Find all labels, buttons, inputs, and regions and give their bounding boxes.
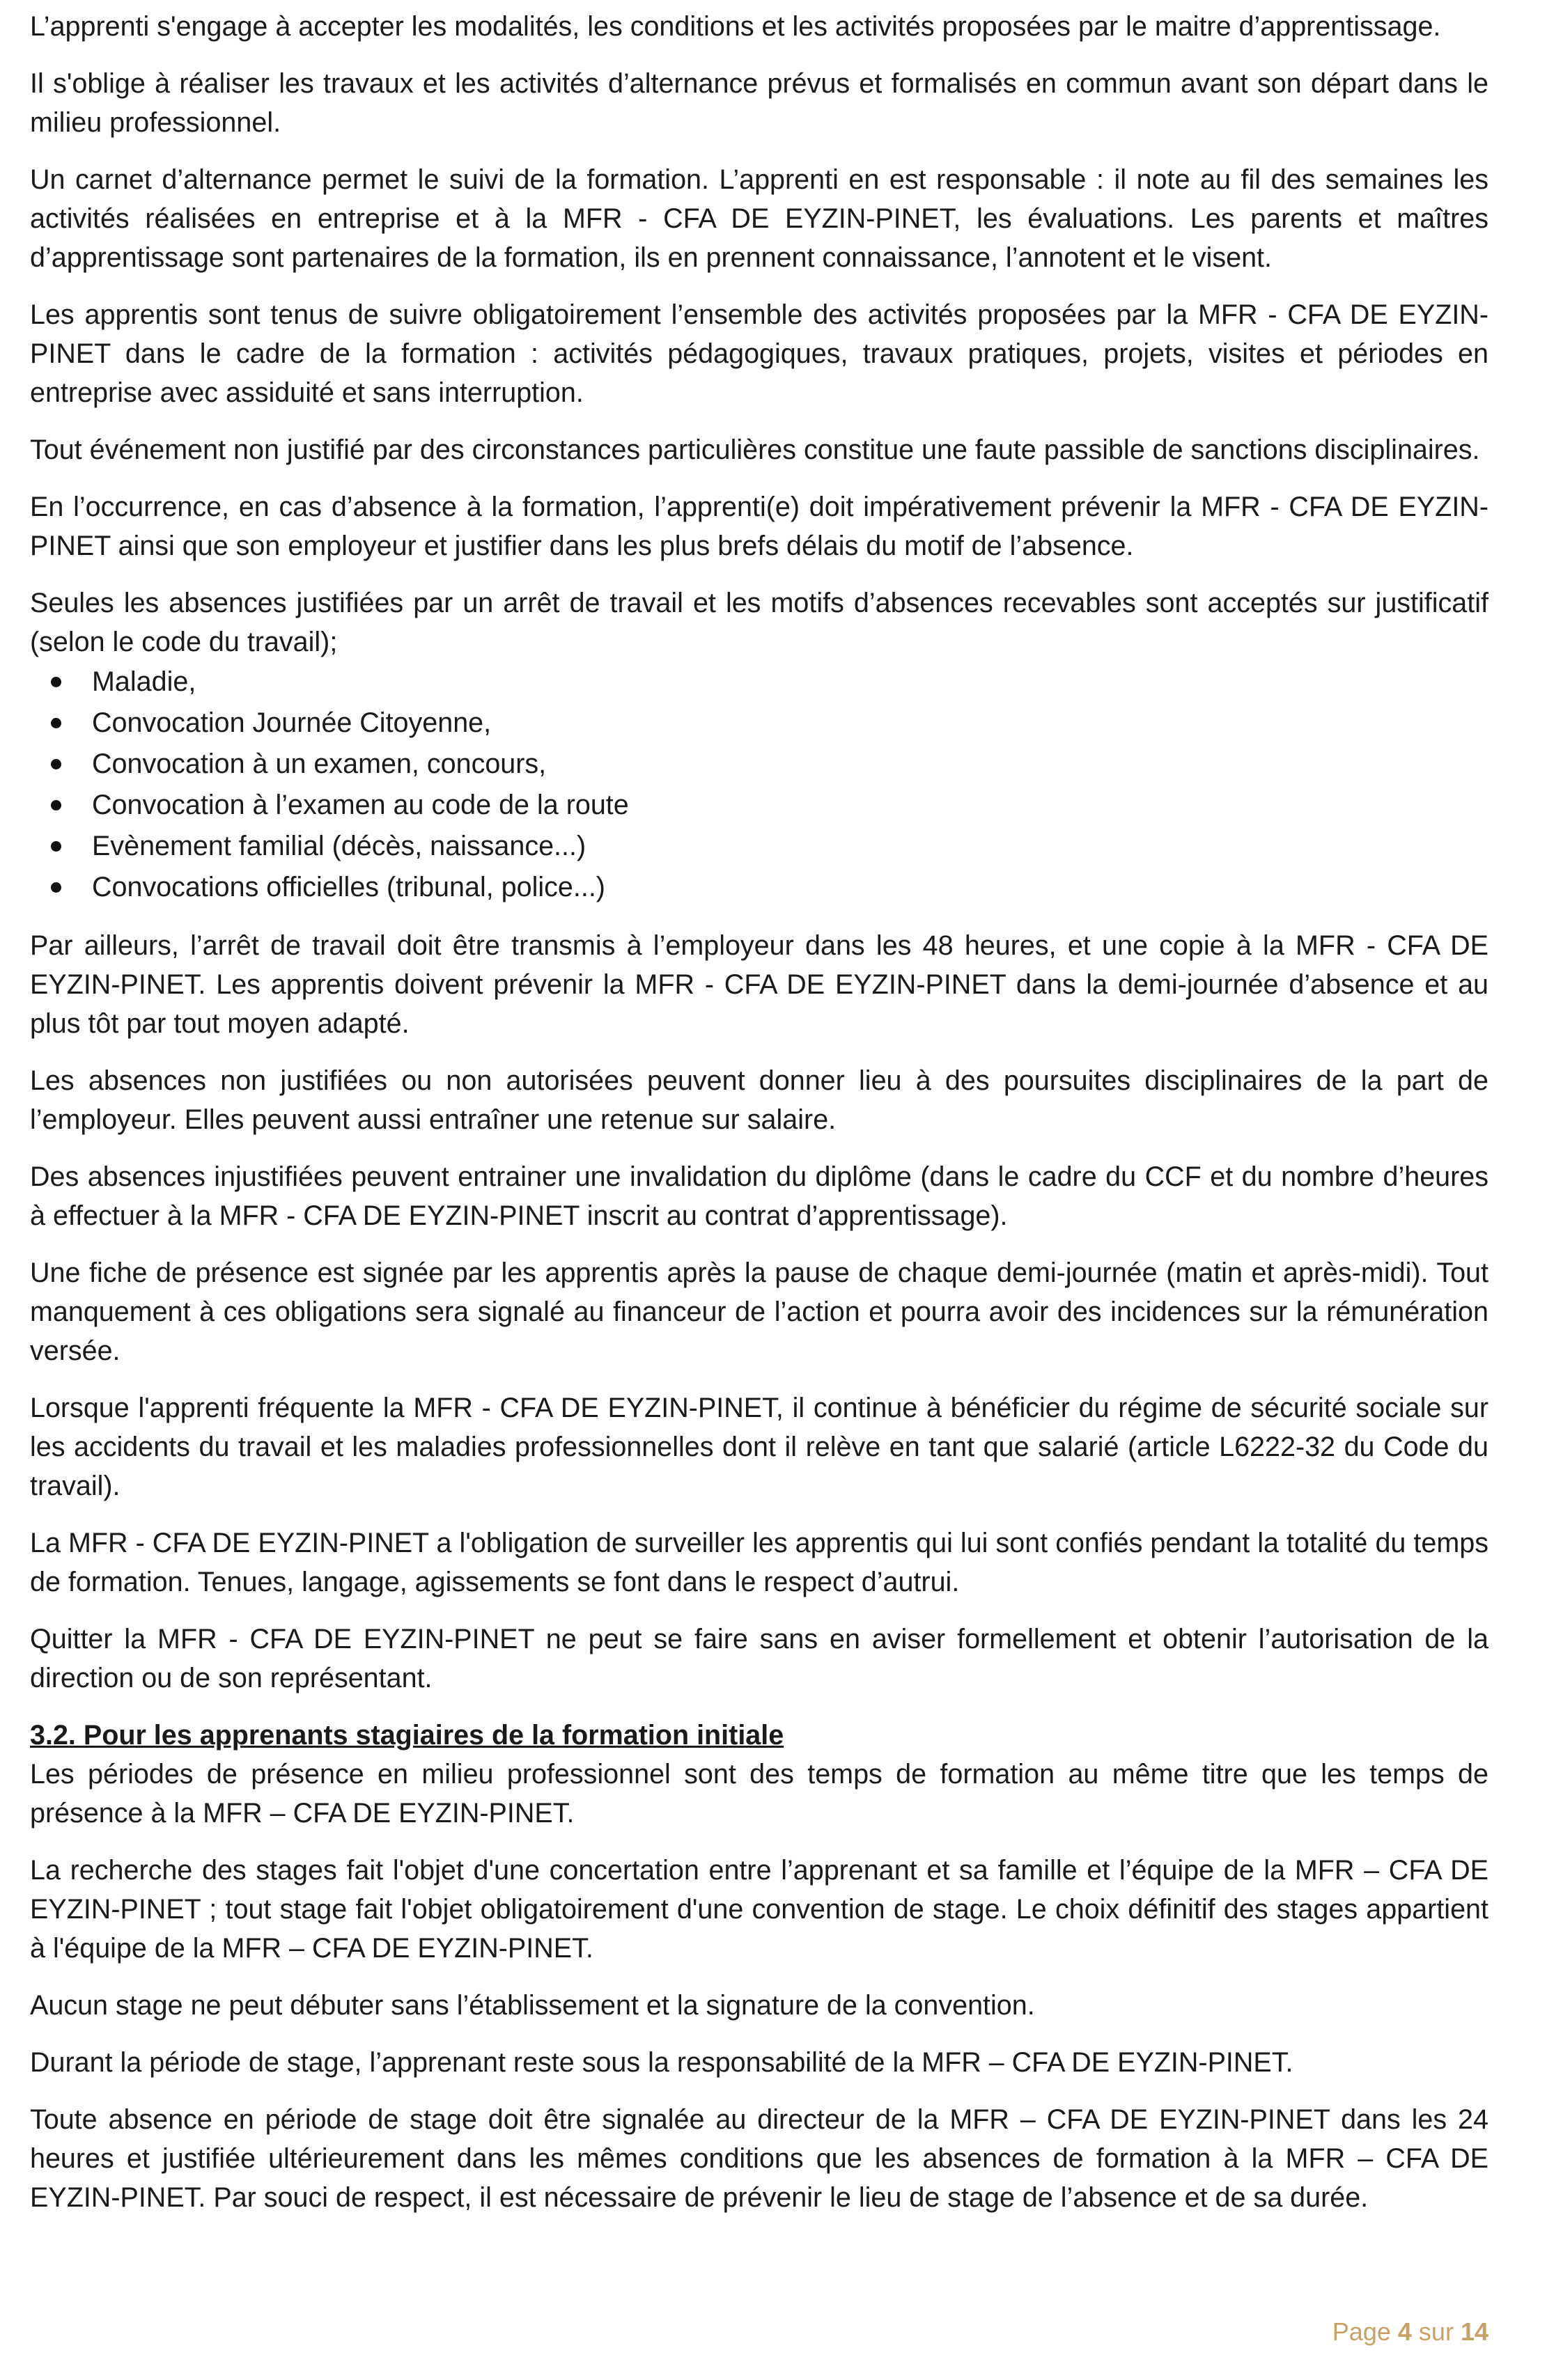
paragraph: Quitter la MFR - CFA DE EYZIN-PINET ne peut se faire sans en aviser formellement et obtenir l’autorisation de la direction ou de son représentant. bbox=[30, 1624, 1488, 1693]
paragraph: L’apprenti s'engage à accepter les modalités, les conditions et les activités proposées par le maitre d’apprentissage. bbox=[30, 11, 1441, 42]
list-item-text: Convocation à un examen, concours, bbox=[92, 749, 547, 779]
paragraph: Les absences non justifiées ou non autorisées peuvent donner lieu à des poursuites disciplinaires de la part de l’employeur. Elles peuvent aussi entraîner une retenue sur salaire. bbox=[30, 1065, 1488, 1135]
list-item bbox=[30, 785, 1488, 826]
paragraph: La recherche des stages fait l'objet d'une concertation entre l’apprenant et sa famille et l’équipe de la MFR – CFA DE EYZIN-PINET ; tout stage fait l'objet obligatoirement d'une convention de stage. Le choix définitif des stages appartient à l'équipe de la MFR – CFA DE EYZIN-PINET. bbox=[30, 1855, 1488, 1964]
section-heading: 3.2. Pour les apprenants stagiaires de la formation initiale bbox=[30, 1720, 784, 1751]
list-item-text: Maladie, bbox=[92, 666, 196, 697]
list-item-text: Convocation Journée Citoyenne, bbox=[92, 707, 492, 738]
paragraph: Un carnet d’alternance permet le suivi de la formation. L’apprenti en est responsable : il note au fil des semaines les activités réalisées en entreprise et à la MFR - CFA DE EYZIN-PINET, les évaluations. Les parents et maîtres d’apprentissage sont partenaires de la formation, ils en prennent connaissance, l’annotent et le visent. bbox=[30, 164, 1488, 273]
list-item bbox=[30, 867, 1488, 908]
paragraph: Les périodes de présence en milieu professionnel sont des temps de formation au même titre que les temps de présence à la MFR – CFA DE EYZIN-PINET. bbox=[30, 1759, 1488, 1829]
bullet-icon bbox=[51, 677, 61, 687]
bullet-icon bbox=[51, 841, 61, 852]
list-item-text: Evènement familial (décès, naissance...) bbox=[92, 831, 586, 861]
current-page: 4 bbox=[1397, 2317, 1412, 2346]
bullet-icon bbox=[51, 800, 61, 811]
document-body bbox=[30, 7, 1488, 2217]
paragraph: Des absences injustifiées peuvent entrainer une invalidation du diplôme (dans le cadre du CCF et du nombre d’heures à effectuer à la MFR - CFA DE EYZIN-PINET inscrit au contrat d’apprentissage). bbox=[30, 1161, 1488, 1231]
paragraph: Aucun stage ne peut débuter sans l’établissement et la signature de la convention. bbox=[30, 1990, 1035, 2021]
page-word: Page bbox=[1332, 2317, 1391, 2346]
bullet-icon bbox=[51, 718, 61, 728]
paragraph: Durant la période de stage, l’apprenant reste sous la responsabilité de la MFR – CFA DE EYZIN-PINET. bbox=[30, 2047, 1293, 2078]
list-item bbox=[30, 661, 1488, 703]
paragraph: Lorsque l'apprenti fréquente la MFR - CFA DE EYZIN-PINET, il continue à bénéficier du régime de sécurité sociale sur les accidents du travail et les maladies professionnelles dont il relève en tant que salarié (article L6222-32 du Code du travail). bbox=[30, 1393, 1488, 1501]
total-pages: 14 bbox=[1460, 2317, 1488, 2346]
bullet-icon bbox=[51, 759, 61, 769]
paragraph: Toute absence en période de stage doit être signalée au directeur de la MFR – CFA DE EYZIN-PINET dans les 24 heures et justifiée ultérieurement dans les mêmes conditions que les absences de formation à la MFR – CFA DE EYZIN-PINET. Par souci de respect, il est nécessaire de prévenir le lieu de stage de l’absence et de sa durée. bbox=[30, 2104, 1488, 2213]
paragraph: La MFR - CFA DE EYZIN-PINET a l'obligation de surveiller les apprentis qui lui sont confiés pendant la totalité du temps de formation. Tenues, langage, agissements se font dans le respect d’autrui. bbox=[30, 1528, 1488, 1597]
list-item bbox=[30, 744, 1488, 785]
of-word: sur bbox=[1418, 2317, 1454, 2346]
paragraph-list-intro: Seules les absences justifiées par un arrêt de travail et les motifs d’absences recevables sont acceptés sur justificatif (selon le code du travail); bbox=[30, 588, 1488, 657]
bullet-icon bbox=[51, 882, 61, 893]
list-item-text: Convocations officielles (tribunal, police...) bbox=[92, 872, 605, 902]
list-item bbox=[30, 826, 1488, 867]
paragraph: En l’occurrence, en cas d’absence à la formation, l’apprenti(e) doit impérativement prévenir la MFR - CFA DE EYZIN-PINET ainsi que son employeur et justifier dans les plus brefs délais du motif de l’absence. bbox=[30, 492, 1488, 561]
list-item bbox=[30, 703, 1488, 744]
paragraph: Les apprentis sont tenus de suivre obligatoirement l’ensemble des activités proposées par la MFR - CFA DE EYZIN-PINET dans le cadre de la formation : activités pédagogiques, travaux pratiques, projets, visites et périodes en entreprise avec assiduité et sans interruption. bbox=[30, 299, 1488, 408]
paragraph: Il s'oblige à réaliser les travaux et les activités d’alternance prévus et formalisés en commun avant son départ dans le milieu professionnel. bbox=[30, 68, 1488, 138]
paragraph: Par ailleurs, l’arrêt de travail doit être transmis à l’employeur dans les 48 heures, et une copie à la MFR - CFA DE EYZIN-PINET. Les apprentis doivent prévenir la MFR - CFA DE EYZIN-PINET dans la demi-journée d’absence et au plus tôt par tout moyen adapté. bbox=[30, 930, 1488, 1039]
paragraph: Une fiche de présence est signée par les apprentis après la pause de chaque demi-journée (matin et après-midi). Tout manquement à ces obligations sera signalé au financeur de l’action et pourra avoir des incidences sur la rémunération versée. bbox=[30, 1258, 1488, 1366]
paragraph: Tout événement non justifié par des circonstances particulières constitue une faute passible de sanctions disciplinaires. bbox=[30, 434, 1480, 465]
absence-reasons-list bbox=[30, 661, 1488, 908]
page-number bbox=[1332, 2317, 1488, 2347]
list-item-text: Convocation à l’examen au code de la route bbox=[92, 790, 629, 820]
